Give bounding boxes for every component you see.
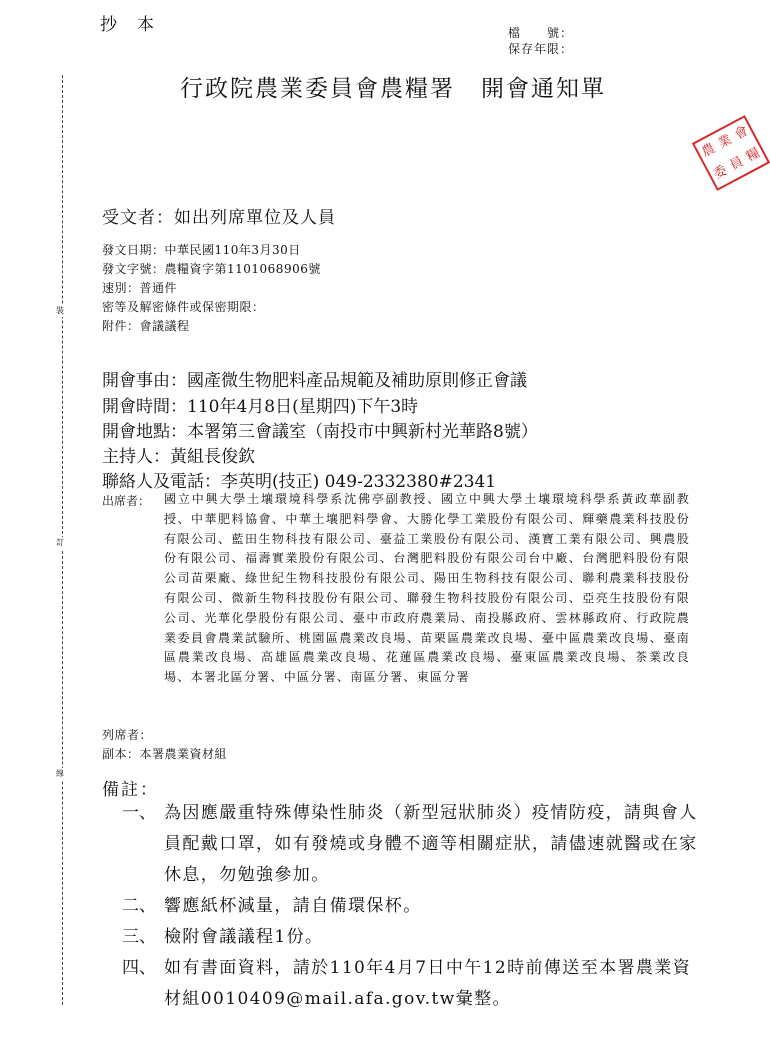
issue-date: 發文日期：中華民國110年3月30日 <box>102 243 301 257</box>
attendees-label: 出席者： <box>102 494 151 508</box>
document-number: 發文字號：農糧資字第1101068906號 <box>102 262 321 276</box>
seal-char: 業 <box>715 132 735 152</box>
seal-char: 員 <box>727 154 747 174</box>
remark-number: 四、 <box>122 958 156 978</box>
remark-number: 二、 <box>122 896 156 916</box>
binding-mark-bottom: 線 <box>56 769 64 778</box>
remark-text: 檢附會議議程1份。 <box>164 927 324 947</box>
cc-line: 副本：本署農業資材組 <box>102 747 228 761</box>
document-type: 開會通知單 <box>481 76 606 102</box>
remark-item <box>122 922 702 953</box>
remark-item <box>122 891 702 922</box>
remark-text: 響應紙杯減量，請自備環保杯。 <box>164 896 422 916</box>
meeting-time: 開會時間：110年4月8日(星期四)下午3時 <box>102 397 419 417</box>
delivery-speed: 速別：普通件 <box>102 281 178 295</box>
seal-char: 糧 <box>744 145 763 165</box>
remark-number: 一、 <box>122 803 156 823</box>
remark-text: 如有書面資料，請於110年4月7日中午12時前傳送至本署農業資材組0010409@mail.afa.gov.tw彙整。 <box>164 958 692 1009</box>
remark-item <box>122 798 702 891</box>
copy-mark: 抄本 <box>100 15 174 35</box>
remark-item <box>122 953 702 1015</box>
official-seal-stamp <box>692 115 770 191</box>
remark-number: 三、 <box>122 927 156 947</box>
meeting-location: 開會地點：本署第三會議室（南投市中興新村光華路8號） <box>102 422 538 442</box>
secrecy-level: 密等及解密條件或保密期限： <box>102 300 265 314</box>
document-title <box>180 70 606 103</box>
remarks-list <box>122 798 702 1015</box>
contact-person: 聯絡人及電話：李英明(技正) 049-2332380#2341 <box>102 472 497 492</box>
remarks-title: 備註： <box>102 780 159 800</box>
seal-char: 會 <box>732 123 751 143</box>
seal-char: 委 <box>711 163 730 183</box>
attachment-line: 附件：會議議程 <box>102 319 190 333</box>
binding-mark-middle: 訂 <box>56 538 64 547</box>
remark-text: 為因應嚴重特殊傳染性肺炎（新型冠狀肺炎）疫情防疫，請與會人員配戴口罩，如有發燒或身體不適等相關症狀，請儘速就醫或在家休息，勿勉強參加。 <box>164 803 698 885</box>
seal-char: 農 <box>699 141 718 161</box>
meeting-chair: 主持人：黃組長俊欽 <box>102 447 255 467</box>
binding-mark-top: 裝 <box>56 306 64 315</box>
attendees-list: 國立中興大學土壤環境科學系沈佛亭副教授、國立中興大學土壤環境科學系黃政華副教授、中華肥料協會、中華土壤肥料學會、大勝化學工業股份有限公司、輝藥農業科技股份有限公司、藍田生物科技有限公司、臺益工業股份有限公司、漢寶工業有限公司、興農股份有限公司、福壽實業股份有限公司、台灣肥料股份有限公司台中廠、台灣肥料股份有限公司苗栗廠、綠世紀生物科技股份有限公司、陽田生物科技有限公司、聯利農業科技股份有限公司、微新生物科技股份有限公司、聯發生物科技股份有限公司、亞亮生技股份有限公司、光華化學股份有限公司、臺中市政府農業局、南投縣政府、雲林縣政府、行政院農業委員會農業試驗所、桃園區農業改良場、苗栗區農業改良場、臺中區農業改良場、臺南區農業改良場、高雄區農業改良場、花蓮區農業改良場、臺東區農業改良場、茶業改良場、本署北區分署、中區分署、南區分署、東區分署 <box>164 492 690 685</box>
meeting-subject: 開會事由：國產微生物肥料產品規範及補助原則修正會議 <box>102 371 527 391</box>
observers-label: 列席者： <box>102 728 153 742</box>
recipient-line: 受文者：如出列席單位及人員 <box>102 208 336 228</box>
retention-period-label: 保存年限： <box>508 42 574 56</box>
agency-name: 行政院農業委員會農糧署 <box>180 76 455 102</box>
file-number-label: 檔 號： <box>508 26 574 40</box>
